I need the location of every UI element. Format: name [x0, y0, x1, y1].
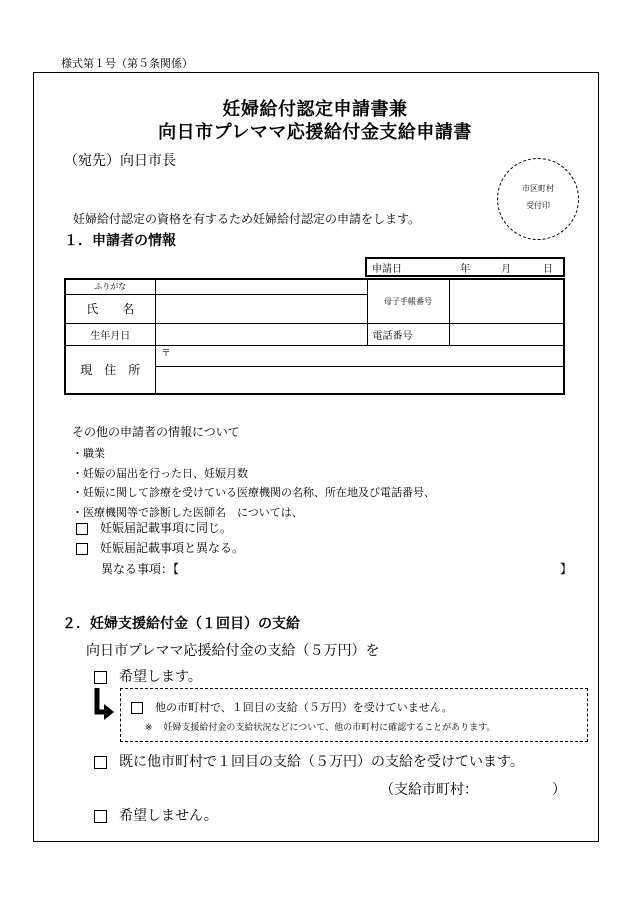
other-info-item: ・妊娠に関して診療を受けている医療機関の名称、所在地及び電話番号、 [72, 486, 435, 499]
paying-municipality-close: ） [552, 782, 566, 798]
already-received-label: 既に他市町村で１回目の支給（５万円）の支給を受けています。 [119, 754, 524, 770]
handbook-number-label: 母子手帳番号 [367, 279, 449, 323]
different-checkbox[interactable] [76, 543, 88, 555]
wish-label: 希望します。 [119, 669, 202, 685]
not-wish-checkbox[interactable] [94, 810, 107, 823]
same-option[interactable] [76, 519, 232, 536]
return-arrow-icon [92, 688, 118, 722]
other-info-item: ・医療機関等で診断した医師名 については、 [72, 505, 303, 519]
application-date-box [365, 257, 565, 277]
furigana-label: ふりがな [65, 279, 155, 294]
dob-label: 生年月日 [65, 323, 155, 345]
form-number: 様式第１号（第５条関係） [61, 57, 193, 70]
stamp-line-1: 市区町村 [522, 184, 554, 193]
postal-mark: 〒 [161, 348, 171, 359]
furigana-field[interactable] [155, 279, 367, 294]
applicant-table [64, 278, 565, 395]
section2-lead: 向日市プレママ応援給付金の支給（５万円）を [86, 643, 380, 659]
name-field[interactable] [155, 294, 367, 323]
sub-option-checkbox[interactable] [131, 702, 143, 714]
addressee: （宛先）向日市長 [64, 153, 176, 169]
wish-checkbox[interactable] [94, 671, 107, 684]
year-label: 年 [460, 263, 471, 275]
different-option-label: 妊娠届記載事項と異なる。 [100, 541, 245, 555]
sub-option[interactable] [131, 699, 452, 715]
different-option[interactable] [76, 539, 244, 556]
differences-field[interactable] [185, 558, 555, 574]
differences-label: 異なる事項：【 [101, 562, 180, 576]
month-label: 月 [501, 263, 512, 275]
intro-text: 妊婦給付認定の資格を有するため妊婦給付認定の申請をします。 [73, 212, 421, 226]
note-mark: ※ [145, 723, 153, 733]
day-label: 日 [543, 263, 553, 275]
other-info-heading: その他の申請者の情報について [72, 425, 240, 439]
application-date-label: 申請日 [372, 263, 402, 275]
other-info-item: ・職業 [72, 447, 105, 460]
paying-municipality-label: （支給市町村： [380, 782, 478, 798]
section2-heading: ２．妊婦支援給付金（１回目）の支給 [62, 616, 300, 632]
reception-stamp-circle [497, 158, 579, 240]
dob-field[interactable] [155, 323, 367, 345]
already-received-checkbox[interactable] [94, 756, 107, 769]
sub-option-box [120, 688, 588, 742]
other-info-list [72, 444, 435, 522]
already-received-option[interactable] [94, 751, 524, 771]
differences-close: 】 [560, 562, 573, 576]
name-label: 氏 名 [65, 294, 155, 323]
sub-option-label: 他の市町村で、１回目の支給（５万円）を受けていません。 [155, 701, 453, 714]
postal-code-field[interactable] [155, 345, 564, 366]
same-checkbox[interactable] [76, 523, 88, 535]
not-wish-label: 希望しません。 [119, 808, 218, 824]
address-label: 現 住 所 [65, 345, 155, 394]
other-info-item: ・妊娠の届出を行った日、妊娠月数 [72, 466, 248, 480]
address-field[interactable] [155, 366, 564, 394]
phone-label: 電話番号 [367, 323, 449, 345]
note-text: 妊婦支援給付金の支給状況などについて、他の市町村に確認することがあります。 [163, 723, 496, 733]
title-line-2: 向日市プレママ応援給付金支給申請書 [158, 122, 472, 143]
note [145, 720, 495, 733]
section1-heading: １．申請者の情報 [64, 233, 176, 249]
same-option-label: 妊娠届記載事項に同じ。 [100, 521, 233, 535]
stamp-line-2: 受付印 [526, 201, 550, 210]
handbook-number-field[interactable] [449, 279, 564, 323]
not-wish-option[interactable] [94, 805, 218, 825]
paying-municipality-field[interactable] [480, 777, 550, 795]
phone-field[interactable] [449, 323, 564, 345]
title-line-1: 妊婦給付認定申請書兼 [222, 99, 408, 120]
wish-option[interactable] [94, 666, 202, 686]
